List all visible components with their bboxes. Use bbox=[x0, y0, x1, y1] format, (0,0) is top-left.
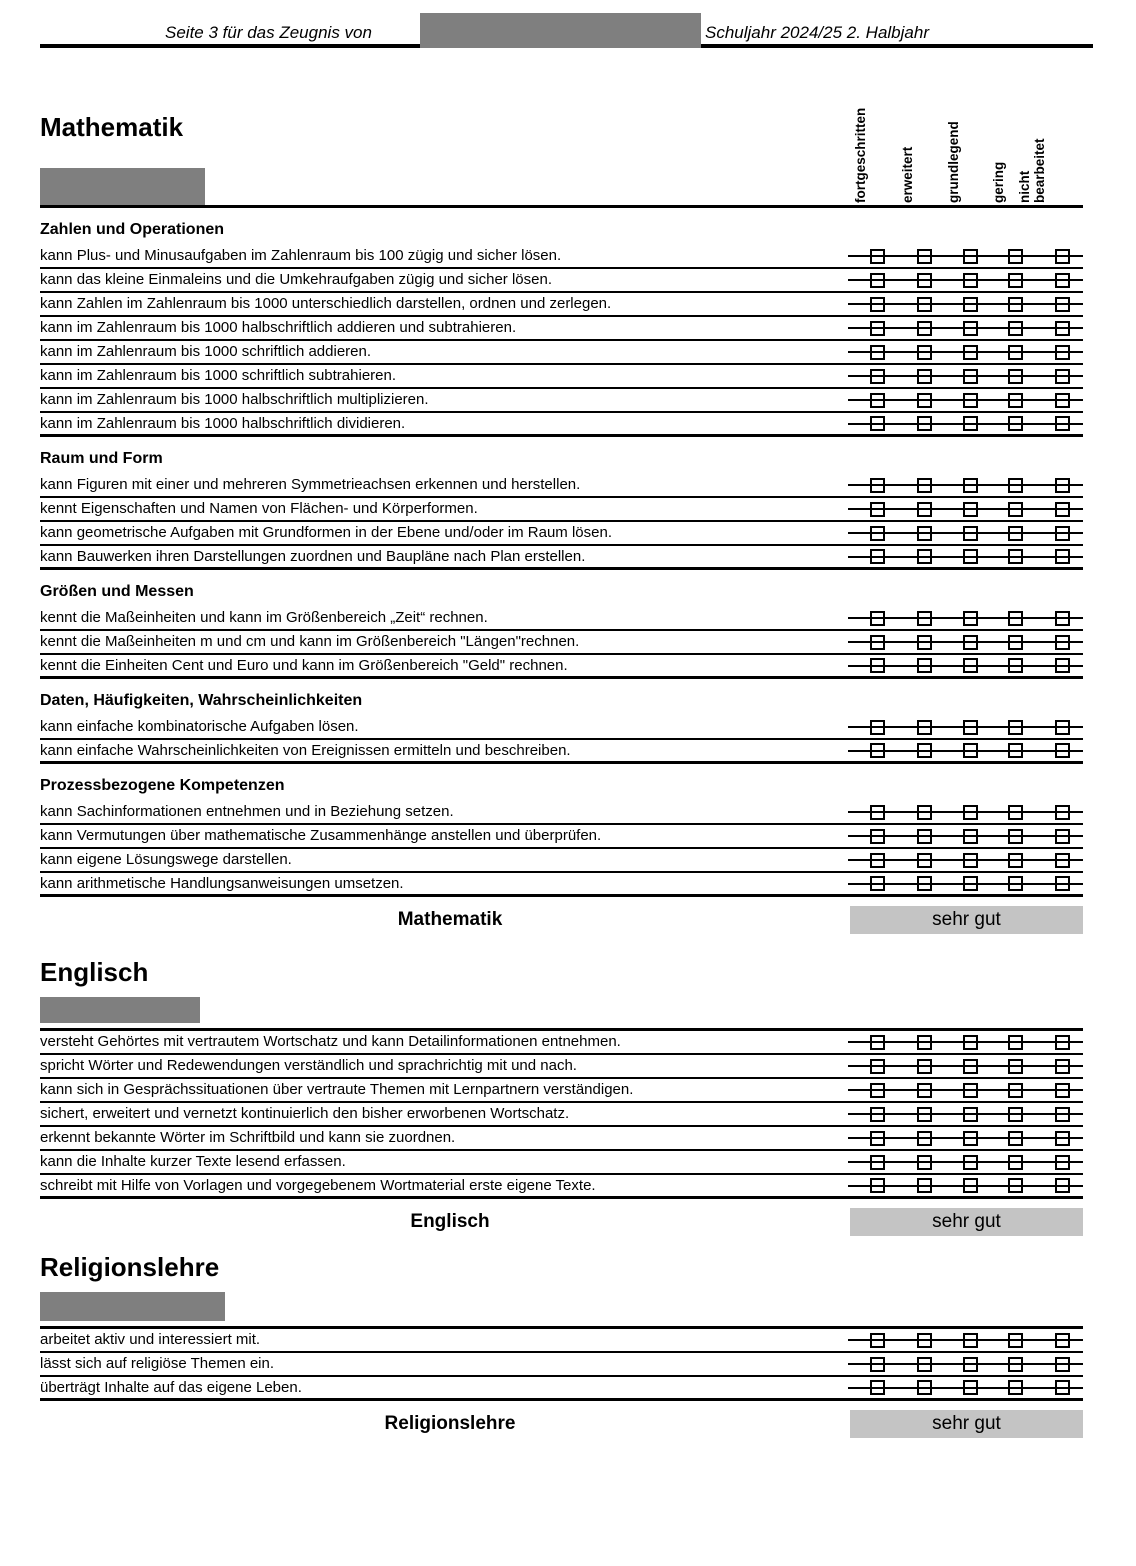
rating-options bbox=[840, 801, 1083, 823]
rating-checkbox-gering[interactable] bbox=[1008, 1107, 1023, 1122]
rating-checkbox-grundlegend[interactable] bbox=[963, 273, 978, 288]
rating-checkbox-nicht-bearbeitet[interactable] bbox=[1055, 1380, 1070, 1395]
redacted-info-box bbox=[40, 1292, 225, 1321]
rating-options bbox=[840, 1055, 1083, 1077]
competency-row bbox=[40, 655, 1083, 679]
rating-checkbox-nicht-bearbeitet[interactable] bbox=[1055, 249, 1070, 264]
competency-row bbox=[40, 293, 1083, 317]
rating-checkbox-gering[interactable] bbox=[1008, 743, 1023, 758]
competency-text: kennt Eigenschaften und Namen von Flächen- und Körperformen. bbox=[40, 500, 478, 517]
rating-checkbox-fortgeschritten[interactable] bbox=[870, 1059, 885, 1074]
rating-checkbox-erweitert[interactable] bbox=[917, 321, 932, 336]
competency-text: kann im Zahlenraum bis 1000 halbschriftlich addieren und subtrahieren. bbox=[40, 319, 517, 336]
rating-options bbox=[840, 317, 1083, 339]
summary-subject-label: Englisch bbox=[410, 1211, 490, 1232]
rating-checkbox-grundlegend[interactable] bbox=[963, 853, 978, 868]
competency-text: kann Sachinformationen entnehmen und in Beziehung setzen. bbox=[40, 803, 454, 820]
rating-checkbox-grundlegend[interactable] bbox=[963, 1155, 978, 1170]
rating-checkbox-nicht-bearbeitet[interactable] bbox=[1055, 805, 1070, 820]
rating-checkbox-nicht-bearbeitet[interactable] bbox=[1055, 876, 1070, 891]
rating-checkbox-grundlegend[interactable] bbox=[963, 658, 978, 673]
rating-checkbox-fortgeschritten[interactable] bbox=[870, 1333, 885, 1348]
rating-checkbox-fortgeschritten[interactable] bbox=[870, 393, 885, 408]
rating-checkbox-gering[interactable] bbox=[1008, 549, 1023, 564]
rating-checkbox-nicht-bearbeitet[interactable] bbox=[1055, 720, 1070, 735]
competency-row bbox=[40, 1055, 1083, 1079]
competency-row bbox=[40, 269, 1083, 293]
rating-options bbox=[840, 849, 1083, 871]
grade-box: sehr gut bbox=[850, 1410, 1083, 1438]
rating-checkbox-grundlegend[interactable] bbox=[963, 805, 978, 820]
rating-options bbox=[840, 873, 1083, 894]
rating-checkbox-gering[interactable] bbox=[1008, 1357, 1023, 1372]
rating-checkbox-erweitert[interactable] bbox=[917, 393, 932, 408]
competency-row bbox=[40, 716, 1083, 740]
rating-checkbox-nicht-bearbeitet[interactable] bbox=[1055, 743, 1070, 758]
competency-text: kann geometrische Aufgaben mit Grundformen in der Ebene und/oder im Raum lösen. bbox=[40, 524, 612, 541]
rating-checkbox-erweitert[interactable] bbox=[917, 1035, 932, 1050]
rating-checkbox-grundlegend[interactable] bbox=[963, 321, 978, 336]
subject-religionslehre bbox=[40, 1253, 1083, 1438]
rating-checkbox-gering[interactable] bbox=[1008, 1178, 1023, 1193]
rating-checkbox-grundlegend[interactable] bbox=[963, 297, 978, 312]
competency-row bbox=[40, 389, 1083, 413]
rating-checkbox-erweitert[interactable] bbox=[917, 502, 932, 517]
rating-checkbox-grundlegend[interactable] bbox=[963, 549, 978, 564]
competency-text: kann eigene Lösungswege darstellen. bbox=[40, 851, 292, 868]
subject-summary bbox=[40, 1410, 1083, 1438]
rating-checkbox-fortgeschritten[interactable] bbox=[870, 876, 885, 891]
rating-checkbox-fortgeschritten[interactable] bbox=[870, 853, 885, 868]
rating-options bbox=[840, 1175, 1083, 1196]
rating-checkbox-grundlegend[interactable] bbox=[963, 1178, 978, 1193]
rating-checkbox-grundlegend[interactable] bbox=[963, 743, 978, 758]
rating-options bbox=[840, 293, 1083, 315]
section-heading: Zahlen und Operationen bbox=[40, 221, 225, 238]
rating-checkbox-nicht-bearbeitet[interactable] bbox=[1055, 369, 1070, 384]
competency-row bbox=[40, 825, 1083, 849]
rating-header-erweitert: erweitert bbox=[900, 146, 915, 203]
rating-checkbox-erweitert[interactable] bbox=[917, 1107, 932, 1122]
rating-checkbox-gering[interactable] bbox=[1008, 273, 1023, 288]
rating-checkbox-grundlegend[interactable] bbox=[963, 1131, 978, 1146]
rating-checkbox-fortgeschritten[interactable] bbox=[870, 1131, 885, 1146]
rating-checkbox-erweitert[interactable] bbox=[917, 635, 932, 650]
section-heading: Prozessbezogene Kompetenzen bbox=[40, 777, 285, 794]
rating-checkbox-erweitert[interactable] bbox=[917, 829, 932, 844]
competency-row bbox=[40, 1127, 1083, 1151]
competency-row bbox=[40, 631, 1083, 655]
rating-checkbox-grundlegend[interactable] bbox=[963, 526, 978, 541]
competency-row bbox=[40, 341, 1083, 365]
competency-text: kann im Zahlenraum bis 1000 schriftlich addieren. bbox=[40, 343, 372, 360]
rating-checkbox-fortgeschritten[interactable] bbox=[870, 1380, 885, 1395]
redacted-student-name bbox=[420, 13, 701, 48]
competency-text: kann sich in Gesprächssituationen über vertraute Themen mit Lernpartnern verständigen. bbox=[40, 1081, 634, 1098]
header-page-label: Seite 3 für das Zeugnis von bbox=[165, 23, 372, 42]
rating-options bbox=[840, 522, 1083, 544]
competency-row bbox=[40, 317, 1083, 341]
section-heading: Raum und Form bbox=[40, 450, 163, 467]
grade-box: sehr gut bbox=[850, 906, 1083, 934]
rating-checkbox-grundlegend[interactable] bbox=[963, 478, 978, 493]
competency-row bbox=[40, 498, 1083, 522]
rating-checkbox-nicht-bearbeitet[interactable] bbox=[1055, 853, 1070, 868]
rating-checkbox-grundlegend[interactable] bbox=[963, 345, 978, 360]
rating-checkbox-nicht-bearbeitet[interactable] bbox=[1055, 273, 1070, 288]
subject-englisch bbox=[40, 958, 1083, 1236]
rating-checkbox-grundlegend[interactable] bbox=[963, 1035, 978, 1050]
rating-checkbox-fortgeschritten[interactable] bbox=[870, 369, 885, 384]
competency-row bbox=[40, 849, 1083, 873]
competency-text: arbeitet aktiv und interessiert mit. bbox=[40, 1331, 261, 1348]
competency-row bbox=[40, 1175, 1083, 1199]
page-header bbox=[0, 0, 1136, 60]
rating-checkbox-gering[interactable] bbox=[1008, 249, 1023, 264]
rating-checkbox-nicht-bearbeitet[interactable] bbox=[1055, 1131, 1070, 1146]
competency-row bbox=[40, 474, 1083, 498]
rating-checkbox-grundlegend[interactable] bbox=[963, 876, 978, 891]
rating-checkbox-grundlegend[interactable] bbox=[963, 249, 978, 264]
rating-checkbox-erweitert[interactable] bbox=[917, 743, 932, 758]
rating-checkbox-erweitert[interactable] bbox=[917, 720, 932, 735]
rating-checkbox-fortgeschritten[interactable] bbox=[870, 478, 885, 493]
rating-checkbox-nicht-bearbeitet[interactable] bbox=[1055, 829, 1070, 844]
competency-row bbox=[40, 801, 1083, 825]
summary-subject-label: Mathematik bbox=[397, 909, 503, 930]
rating-checkbox-fortgeschritten[interactable] bbox=[870, 416, 885, 431]
rating-checkbox-gering[interactable] bbox=[1008, 1035, 1023, 1050]
rating-checkbox-fortgeschritten[interactable] bbox=[870, 345, 885, 360]
rating-options bbox=[840, 341, 1083, 363]
rating-checkbox-gering[interactable] bbox=[1008, 876, 1023, 891]
rating-checkbox-gering[interactable] bbox=[1008, 1333, 1023, 1348]
rating-header-fortgeschritten: fortgeschritten bbox=[853, 107, 868, 203]
rating-checkbox-grundlegend[interactable] bbox=[963, 829, 978, 844]
competency-text: kennt die Maßeinheiten m und cm und kann im Größenbereich "Längen"rechnen. bbox=[40, 633, 580, 650]
rating-checkbox-grundlegend[interactable] bbox=[963, 1357, 978, 1372]
rating-checkbox-fortgeschritten[interactable] bbox=[870, 297, 885, 312]
rating-checkbox-nicht-bearbeitet[interactable] bbox=[1055, 502, 1070, 517]
rating-checkbox-nicht-bearbeitet[interactable] bbox=[1055, 1357, 1070, 1372]
competency-row bbox=[40, 245, 1083, 269]
rating-checkbox-fortgeschritten[interactable] bbox=[870, 829, 885, 844]
competency-text: überträgt Inhalte auf das eigene Leben. bbox=[40, 1378, 302, 1396]
rating-checkbox-gering[interactable] bbox=[1008, 369, 1023, 384]
rating-checkbox-gering[interactable] bbox=[1008, 526, 1023, 541]
rating-checkbox-erweitert[interactable] bbox=[917, 416, 932, 431]
competency-text: kennt die Maßeinheiten und kann im Größenbereich „Zeit“ rechnen. bbox=[40, 609, 488, 626]
rating-options bbox=[840, 1031, 1083, 1053]
competency-text: kennt die Einheiten Cent und Euro und kann im Größenbereich "Geld" rechnen. bbox=[40, 656, 568, 674]
rating-header-nicht-bearbeitet: nicht bearbeitet bbox=[1017, 138, 1047, 203]
rating-checkbox-erweitert[interactable] bbox=[917, 658, 932, 673]
rating-checkbox-grundlegend[interactable] bbox=[963, 393, 978, 408]
rating-checkbox-erweitert[interactable] bbox=[917, 1131, 932, 1146]
rating-checkbox-fortgeschritten[interactable] bbox=[870, 611, 885, 626]
rating-checkbox-fortgeschritten[interactable] bbox=[870, 1035, 885, 1050]
rating-checkbox-nicht-bearbeitet[interactable] bbox=[1055, 526, 1070, 541]
rating-checkbox-nicht-bearbeitet[interactable] bbox=[1055, 297, 1070, 312]
competency-row bbox=[40, 873, 1083, 897]
competency-text: erkennt bekannte Wörter im Schriftbild und kann sie zuordnen. bbox=[40, 1129, 456, 1146]
section-heading: Größen und Messen bbox=[40, 583, 194, 600]
competency-text: kann die Inhalte kurzer Texte lesend erfassen. bbox=[40, 1153, 346, 1170]
competency-text: kann Bauwerken ihren Darstellungen zuordnen und Baupläne nach Plan erstellen. bbox=[40, 547, 586, 565]
competency-table bbox=[40, 1028, 1083, 1199]
competency-row bbox=[40, 607, 1083, 631]
competency-text: kann arithmetische Handlungsanweisungen umsetzen. bbox=[40, 874, 404, 892]
rating-checkbox-gering[interactable] bbox=[1008, 720, 1023, 735]
rating-options bbox=[840, 1079, 1083, 1101]
competency-row bbox=[40, 1079, 1083, 1103]
rating-checkbox-nicht-bearbeitet[interactable] bbox=[1055, 611, 1070, 626]
rating-checkbox-gering[interactable] bbox=[1008, 345, 1023, 360]
rating-options bbox=[840, 474, 1083, 496]
rating-options bbox=[840, 1127, 1083, 1149]
subject-summary bbox=[40, 906, 1083, 934]
rating-options bbox=[840, 413, 1083, 434]
rating-checkbox-gering[interactable] bbox=[1008, 1380, 1023, 1395]
competency-text: kann Vermutungen über mathematische Zusammenhänge anstellen und überprüfen. bbox=[40, 827, 602, 844]
rating-checkbox-grundlegend[interactable] bbox=[963, 1059, 978, 1074]
rating-checkbox-nicht-bearbeitet[interactable] bbox=[1055, 1083, 1070, 1098]
competency-text: kann einfache kombinatorische Aufgaben lösen. bbox=[40, 718, 359, 735]
rating-checkbox-erweitert[interactable] bbox=[917, 249, 932, 264]
competency-text: kann Plus- und Minusaufgaben im Zahlenraum bis 100 zügig und sicher lösen. bbox=[40, 247, 562, 264]
rating-checkbox-nicht-bearbeitet[interactable] bbox=[1055, 635, 1070, 650]
rating-options bbox=[840, 631, 1083, 653]
competency-row bbox=[40, 740, 1083, 764]
rating-checkbox-fortgeschritten[interactable] bbox=[870, 1155, 885, 1170]
rating-checkbox-grundlegend[interactable] bbox=[963, 635, 978, 650]
competency-row bbox=[40, 1329, 1083, 1353]
rating-checkbox-nicht-bearbeitet[interactable] bbox=[1055, 658, 1070, 673]
rating-options bbox=[840, 607, 1083, 629]
rating-checkbox-fortgeschritten[interactable] bbox=[870, 1357, 885, 1372]
rating-checkbox-gering[interactable] bbox=[1008, 853, 1023, 868]
competency-text: kann Figuren mit einer und mehreren Symmetrieachsen erkennen und herstellen. bbox=[40, 476, 581, 493]
rating-checkbox-erweitert[interactable] bbox=[917, 478, 932, 493]
rating-checkbox-erweitert[interactable] bbox=[917, 1357, 932, 1372]
competency-text: schreibt mit Hilfe von Vorlagen und vorgegebenem Wortmaterial erste eigene Texte. bbox=[40, 1176, 596, 1194]
rating-options bbox=[840, 245, 1083, 267]
competency-row bbox=[40, 522, 1083, 546]
rating-checkbox-nicht-bearbeitet[interactable] bbox=[1055, 321, 1070, 336]
rating-checkbox-nicht-bearbeitet[interactable] bbox=[1055, 416, 1070, 431]
rating-checkbox-erweitert[interactable] bbox=[917, 1059, 932, 1074]
competency-row bbox=[40, 1353, 1083, 1377]
competency-text: spricht Wörter und Redewendungen verständlich und sprachrichtig mit und nach. bbox=[40, 1057, 577, 1074]
subject-mathematik bbox=[40, 107, 1083, 934]
competency-text: kann im Zahlenraum bis 1000 halbschriftlich multiplizieren. bbox=[40, 391, 429, 408]
rating-checkbox-erweitert[interactable] bbox=[917, 345, 932, 360]
rating-checkbox-grundlegend[interactable] bbox=[963, 1380, 978, 1395]
rating-checkbox-nicht-bearbeitet[interactable] bbox=[1055, 1035, 1070, 1050]
rating-checkbox-nicht-bearbeitet[interactable] bbox=[1055, 1059, 1070, 1074]
rating-checkbox-nicht-bearbeitet[interactable] bbox=[1055, 549, 1070, 564]
rating-checkbox-fortgeschritten[interactable] bbox=[870, 502, 885, 517]
competency-row bbox=[40, 1377, 1083, 1401]
rating-checkbox-nicht-bearbeitet[interactable] bbox=[1055, 1107, 1070, 1122]
competency-text: sichert, erweitert und vernetzt kontinuierlich den bisher erworbenen Wortschatz. bbox=[40, 1105, 570, 1122]
competency-row bbox=[40, 413, 1083, 437]
competency-text: kann im Zahlenraum bis 1000 schriftlich subtrahieren. bbox=[40, 367, 397, 384]
rating-header-gering: gering bbox=[991, 161, 1006, 203]
rating-checkbox-gering[interactable] bbox=[1008, 805, 1023, 820]
rating-options bbox=[840, 498, 1083, 520]
rating-options bbox=[840, 825, 1083, 847]
rating-options bbox=[840, 1329, 1083, 1351]
subject-summary bbox=[40, 1208, 1083, 1236]
rating-options bbox=[840, 1377, 1083, 1398]
rating-checkbox-gering[interactable] bbox=[1008, 1131, 1023, 1146]
rating-checkbox-erweitert[interactable] bbox=[917, 526, 932, 541]
rating-checkbox-fortgeschritten[interactable] bbox=[870, 1178, 885, 1193]
rating-checkbox-gering[interactable] bbox=[1008, 635, 1023, 650]
rating-checkbox-erweitert[interactable] bbox=[917, 1155, 932, 1170]
competency-text: versteht Gehörtes mit vertrautem Wortschatz und kann Detailinformationen entnehmen. bbox=[40, 1033, 621, 1050]
rating-checkbox-gering[interactable] bbox=[1008, 502, 1023, 517]
rating-checkbox-fortgeschritten[interactable] bbox=[870, 658, 885, 673]
rating-checkbox-grundlegend[interactable] bbox=[963, 416, 978, 431]
rating-checkbox-fortgeschritten[interactable] bbox=[870, 321, 885, 336]
rating-checkbox-erweitert[interactable] bbox=[917, 1380, 932, 1395]
subject-title: Englisch bbox=[40, 957, 149, 987]
rating-options bbox=[840, 269, 1083, 291]
rating-options bbox=[840, 1353, 1083, 1375]
rating-checkbox-nicht-bearbeitet[interactable] bbox=[1055, 345, 1070, 360]
summary-subject-label: Religionslehre bbox=[384, 1413, 516, 1434]
grade-box: sehr gut bbox=[850, 1208, 1083, 1236]
header-schoolyear-label: Schuljahr 2024/25 2. Halbjahr bbox=[705, 23, 929, 42]
competency-row bbox=[40, 1031, 1083, 1055]
competency-text: kann das kleine Einmaleins und die Umkehraufgaben zügig und sicher lösen. bbox=[40, 271, 552, 288]
competency-text: kann Zahlen im Zahlenraum bis 1000 unterschiedlich darstellen, ordnen und zerlegen. bbox=[40, 295, 612, 312]
section-heading: Daten, Häufigkeiten, Wahrscheinlichkeiten bbox=[40, 692, 363, 709]
rating-checkbox-nicht-bearbeitet[interactable] bbox=[1055, 1155, 1070, 1170]
rating-checkbox-nicht-bearbeitet[interactable] bbox=[1055, 1178, 1070, 1193]
competency-table bbox=[40, 205, 1083, 897]
rating-header-grundlegend: grundlegend bbox=[946, 121, 961, 203]
rating-checkbox-erweitert[interactable] bbox=[917, 853, 932, 868]
rating-checkbox-gering[interactable] bbox=[1008, 611, 1023, 626]
rating-options bbox=[840, 365, 1083, 387]
rating-checkbox-grundlegend[interactable] bbox=[963, 720, 978, 735]
rating-checkbox-fortgeschritten[interactable] bbox=[870, 526, 885, 541]
rating-checkbox-fortgeschritten[interactable] bbox=[870, 805, 885, 820]
competency-text: kann einfache Wahrscheinlichkeiten von Ereignissen ermitteln und beschreiben. bbox=[40, 741, 571, 759]
rating-checkbox-gering[interactable] bbox=[1008, 829, 1023, 844]
rating-checkbox-grundlegend[interactable] bbox=[963, 502, 978, 517]
rating-checkbox-fortgeschritten[interactable] bbox=[870, 635, 885, 650]
rating-checkbox-grundlegend[interactable] bbox=[963, 1107, 978, 1122]
competency-row bbox=[40, 1151, 1083, 1175]
rating-checkbox-gering[interactable] bbox=[1008, 658, 1023, 673]
rating-checkbox-grundlegend[interactable] bbox=[963, 369, 978, 384]
rating-options bbox=[840, 740, 1083, 761]
rating-checkbox-erweitert[interactable] bbox=[917, 1178, 932, 1193]
rating-checkbox-gering[interactable] bbox=[1008, 1083, 1023, 1098]
rating-checkbox-erweitert[interactable] bbox=[917, 369, 932, 384]
rating-checkbox-nicht-bearbeitet[interactable] bbox=[1055, 1333, 1070, 1348]
subject-title: Religionslehre bbox=[40, 1252, 220, 1282]
rating-checkbox-erweitert[interactable] bbox=[917, 297, 932, 312]
rating-checkbox-gering[interactable] bbox=[1008, 416, 1023, 431]
rating-checkbox-erweitert[interactable] bbox=[917, 1083, 932, 1098]
rating-checkbox-grundlegend[interactable] bbox=[963, 1083, 978, 1098]
rating-checkbox-erweitert[interactable] bbox=[917, 805, 932, 820]
rating-checkbox-gering[interactable] bbox=[1008, 478, 1023, 493]
rating-options bbox=[840, 1151, 1083, 1173]
rating-checkbox-erweitert[interactable] bbox=[917, 1333, 932, 1348]
rating-checkbox-erweitert[interactable] bbox=[917, 273, 932, 288]
rating-options bbox=[840, 655, 1083, 676]
rating-checkbox-erweitert[interactable] bbox=[917, 611, 932, 626]
rating-options bbox=[840, 546, 1083, 567]
rating-options bbox=[840, 1103, 1083, 1125]
rating-checkbox-grundlegend[interactable] bbox=[963, 611, 978, 626]
rating-checkbox-gering[interactable] bbox=[1008, 1155, 1023, 1170]
rating-checkbox-fortgeschritten[interactable] bbox=[870, 273, 885, 288]
rating-checkbox-nicht-bearbeitet[interactable] bbox=[1055, 393, 1070, 408]
competency-text: lässt sich auf religiöse Themen ein. bbox=[40, 1355, 275, 1372]
competency-row bbox=[40, 1103, 1083, 1127]
rating-checkbox-gering[interactable] bbox=[1008, 297, 1023, 312]
rating-checkbox-grundlegend[interactable] bbox=[963, 1333, 978, 1348]
rating-checkbox-fortgeschritten[interactable] bbox=[870, 720, 885, 735]
rating-checkbox-fortgeschritten[interactable] bbox=[870, 549, 885, 564]
competency-text: kann im Zahlenraum bis 1000 halbschriftlich dividieren. bbox=[40, 414, 406, 432]
rating-checkbox-fortgeschritten[interactable] bbox=[870, 1083, 885, 1098]
rating-checkbox-fortgeschritten[interactable] bbox=[870, 743, 885, 758]
redacted-info-box bbox=[40, 997, 200, 1023]
competency-table bbox=[40, 1326, 1083, 1401]
competency-row bbox=[40, 365, 1083, 389]
subject-title: Mathematik bbox=[40, 112, 184, 142]
rating-checkbox-erweitert[interactable] bbox=[917, 876, 932, 891]
rating-checkbox-erweitert[interactable] bbox=[917, 549, 932, 564]
rating-checkbox-gering[interactable] bbox=[1008, 1059, 1023, 1074]
rating-options bbox=[840, 716, 1083, 738]
rating-checkbox-nicht-bearbeitet[interactable] bbox=[1055, 478, 1070, 493]
rating-checkbox-fortgeschritten[interactable] bbox=[870, 249, 885, 264]
rating-checkbox-gering[interactable] bbox=[1008, 321, 1023, 336]
rating-options bbox=[840, 389, 1083, 411]
rating-checkbox-fortgeschritten[interactable] bbox=[870, 1107, 885, 1122]
redacted-info-box bbox=[40, 168, 205, 205]
rating-checkbox-gering[interactable] bbox=[1008, 393, 1023, 408]
competency-row bbox=[40, 546, 1083, 570]
